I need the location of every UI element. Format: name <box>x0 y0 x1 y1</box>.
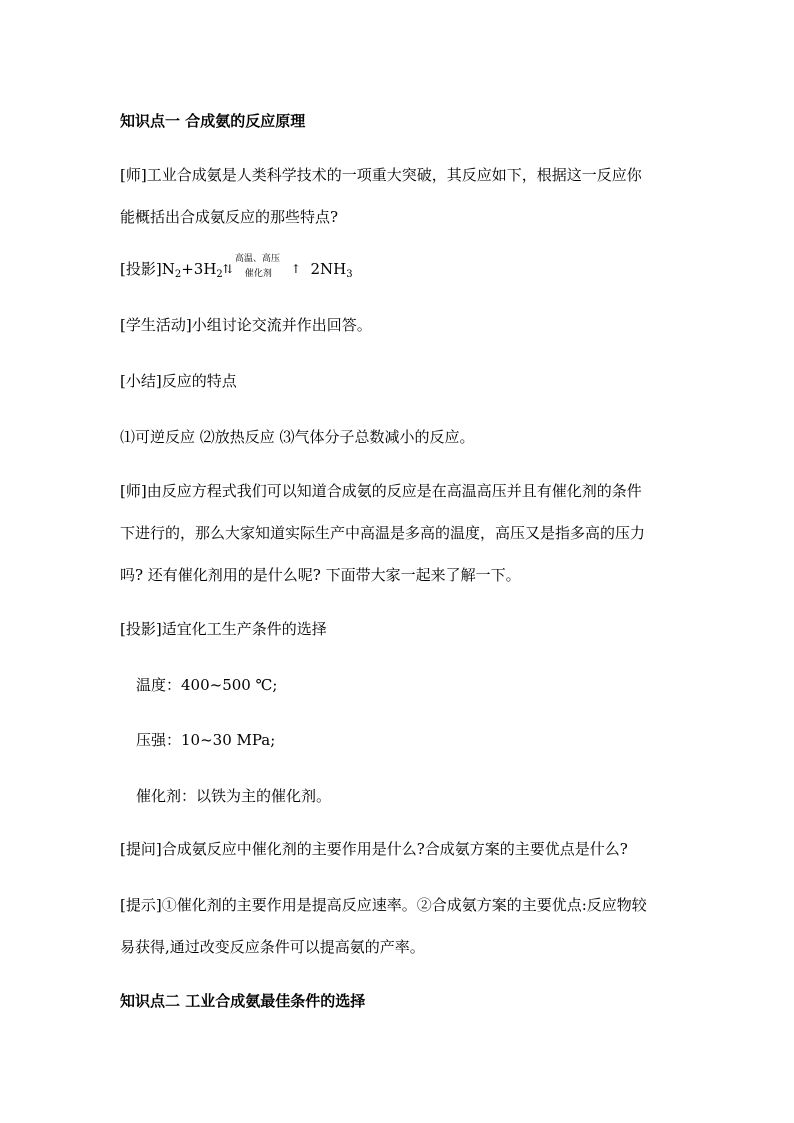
equation-subscript-nh3: 3 <box>346 269 353 280</box>
teacher-paragraph-1-line-2: 能概括出合成氨反应的那些特点? <box>120 208 339 226</box>
question-paragraph: [提问]合成氨反应中催化剂的主要作用是什么?合成氨方案的主要优点是什么? <box>120 840 628 858</box>
teacher-paragraph-1-line-1: [师]工业合成氨是人类科学技术的一项重大突破，其反应如下，根据这一反应你 <box>120 166 642 184</box>
equation-prefix: [投影]N <box>120 260 175 278</box>
condition-bottom: 催化剂 <box>244 269 272 279</box>
equation-product: 2NH <box>310 260 347 278</box>
student-activity: [学生活动]小组讨论交流并作出回答。 <box>120 316 372 334</box>
teacher-paragraph-2-line-3: 吗? 还有催化剂用的是什么呢? 下面带大家一起来了解一下。 <box>120 566 521 584</box>
section-heading-1: 知识点一 合成氨的反应原理 <box>120 112 306 130</box>
reversible-arrow-left-icon: ⇅ <box>222 262 233 276</box>
reaction-equation <box>120 254 680 286</box>
section-heading-2: 知识点二 工业合成氨最佳条件的选择 <box>120 992 366 1010</box>
condition-top: 高温、高压 <box>234 254 280 264</box>
teacher-paragraph-2-line-1: [师]由反应方程式我们可以知道合成氨的反应是在高温高压并且有催化剂的条件 <box>120 482 642 500</box>
reversible-arrow-right-icon: ↑ <box>290 262 301 276</box>
summary-heading: [小结]反应的特点 <box>120 372 237 390</box>
teacher-paragraph-2-line-2: 下进行的，那么大家知道实际生产中高温是多高的温度，高压又是指多高的压力 <box>120 524 646 542</box>
condition-catalyst: 催化剂：以铁为主的催化剂。 <box>136 787 332 805</box>
hint-paragraph-line-1: [提示]①催化剂的主要作用是提高反应速率。②合成氨方案的主要优点:反应物较 <box>120 896 647 914</box>
equation-h2-term: +3H <box>181 260 217 278</box>
reaction-features: ⑴可逆反应 ⑵放热反应 ⑶气体分子总数减小的反应。 <box>120 428 475 446</box>
condition-pressure: 压强：10~30 MPa; <box>136 731 276 749</box>
equation-subscript-h2: 2 <box>216 269 223 280</box>
projection-conditions-heading: [投影]适宜化工生产条件的选择 <box>120 620 327 638</box>
hint-paragraph-line-2: 易获得,通过改变反应条件可以提高氨的产率。 <box>120 938 425 956</box>
equation-subscript-n2: 2 <box>174 269 182 280</box>
condition-temperature: 温度：400~500 ℃; <box>136 676 278 694</box>
reaction-conditions <box>233 254 291 280</box>
